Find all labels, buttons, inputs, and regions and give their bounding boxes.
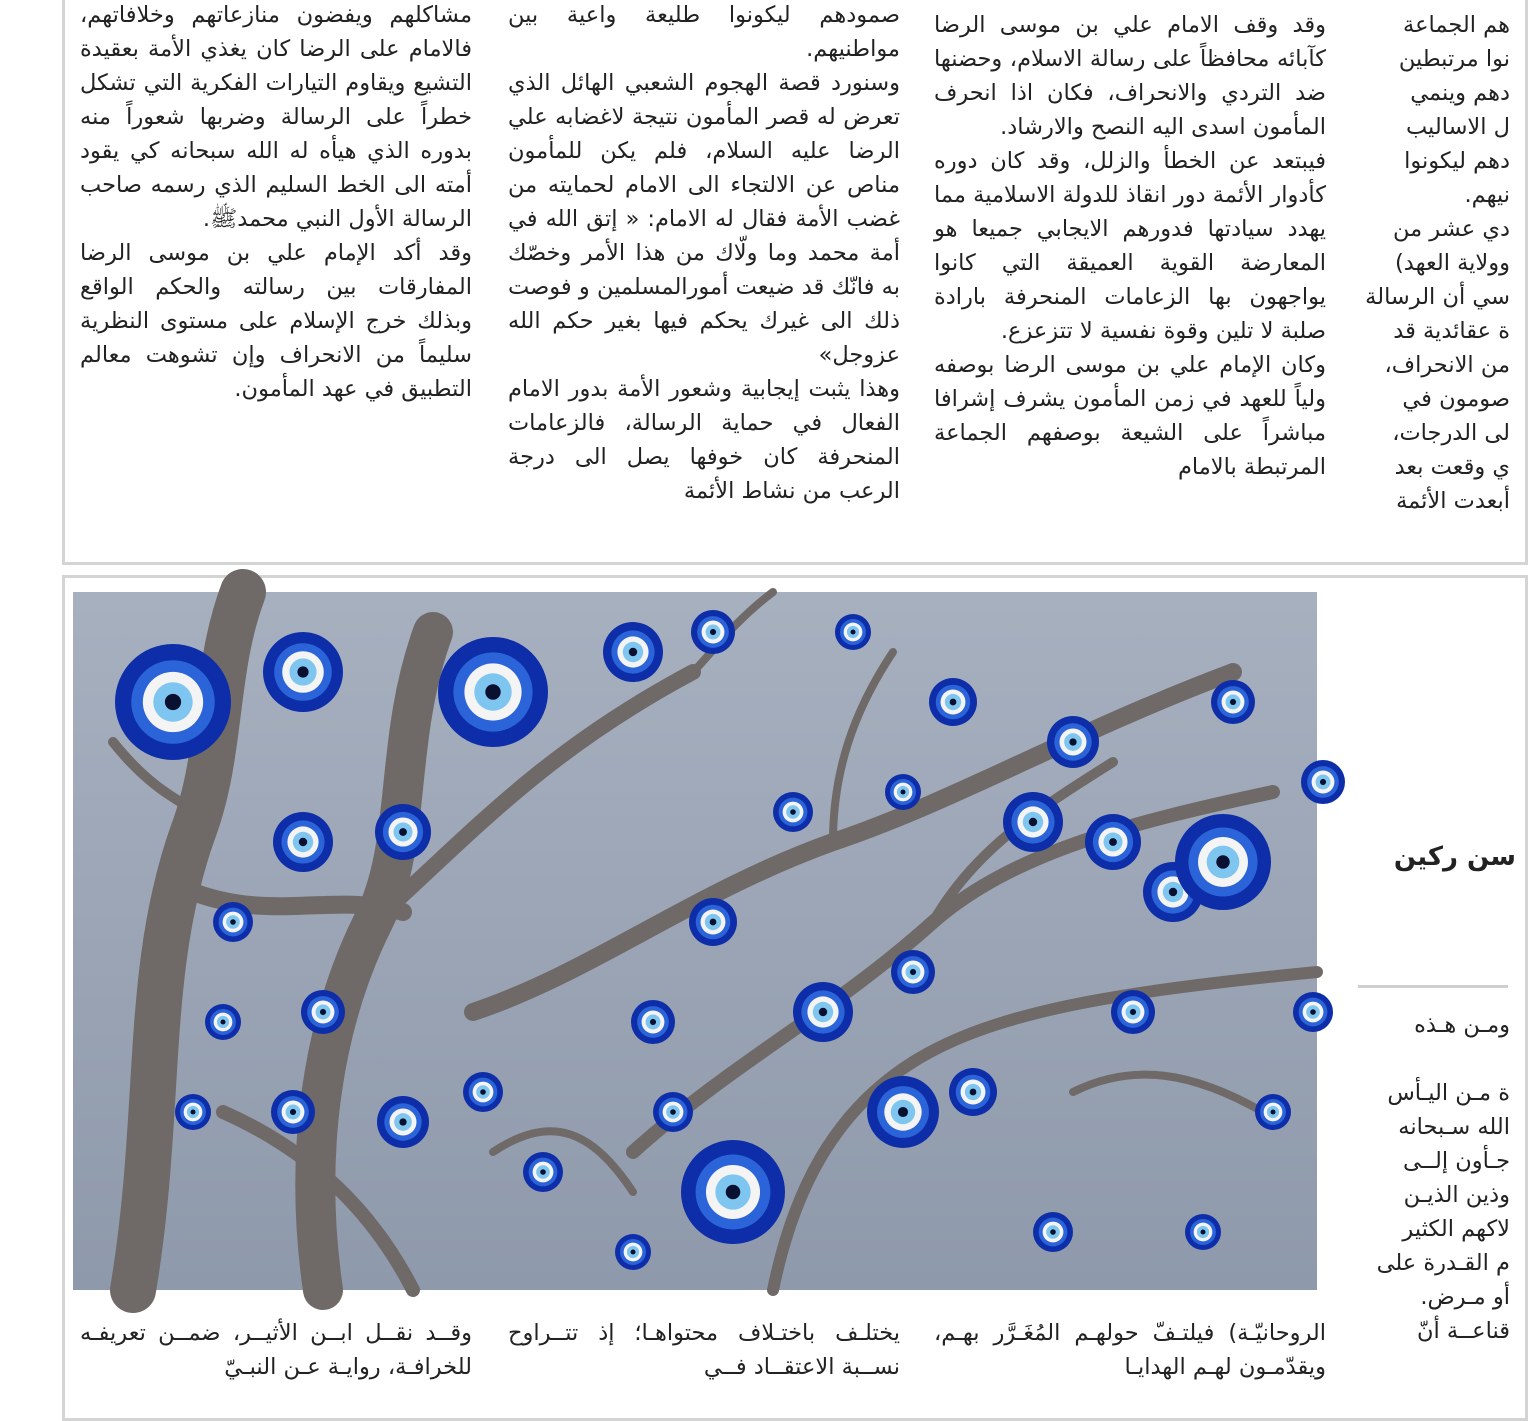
text-line: ل الاساليب [1405, 114, 1510, 140]
article-column-1 [80, 0, 472, 528]
bottom-article-column-1 [80, 1316, 472, 1394]
paragraph: وهذا يثبت إيجابية وشعور الأمة بدور الامام الفعال في حماية الرسالة، فالزعامات المنحرفة كان خوفها يصل الى درجة الرعب من نشاط الأئمة [508, 376, 900, 504]
evil-eye-bead [1185, 1214, 1221, 1250]
divider [1358, 985, 1508, 988]
paragraph: وسنورد قصة الهجوم الشعبي الهائل الذي تعرض له قصر المأمون نتيجة لاغضابه علي الرضا عليه السلام، فلم يكن للمأمون مناص عن الالتجاء الى الامام لحمايته من غضب الأمة فقال له الامام: « إتق الله في أمة محمد وما ولّاك من هذا الأمر وخصّك به فانّك قد ضيعت أمورالمسلمين و فوصت ذلك الى غيرك يحكم فيها بغير حكم الله عزوجل» [508, 70, 900, 368]
evil-eye-bead [949, 1068, 997, 1116]
text-line: وذين الذيـن [1403, 1182, 1510, 1208]
evil-eye-bead [689, 898, 737, 946]
text-line: دي عشر من [1392, 216, 1510, 242]
text-line: الله سـبحانه [1398, 1114, 1510, 1140]
paragraph: وقد وقف الامام علي بن موسى الرضا كآبائه محافظاً على رسالة الاسلام، وحضنها ضد التردي والانحراف، فكان اذا انحرف المأمون اسدى اليه النصح والارشاد. [934, 12, 1326, 140]
text-line: هم الجماعة [1403, 12, 1510, 38]
evil-eye-bead [681, 1140, 785, 1244]
bottom-article-column-2 [508, 1316, 900, 1394]
evil-eye-bead [867, 1076, 939, 1148]
paragraph: وقــد نقــل ابــن الأثيــر، ضمــن تعريفـه للخرافـة، روايـة عـن النبـيّ [80, 1320, 472, 1380]
article-column-2 [508, 0, 900, 558]
evil-eye-bead [1301, 760, 1345, 804]
text-line: وولاية العهد) [1395, 250, 1510, 276]
evil-eye-bead [375, 804, 431, 860]
evil-eye-bead [793, 982, 853, 1042]
article-column-3 [934, 8, 1326, 568]
evil-eye-bead [301, 990, 345, 1034]
text-line: من الانحراف، [1384, 352, 1510, 378]
evil-eye-bead [1047, 716, 1099, 768]
paragraph: الروحانيّـة) فيلتـفّ حولهـم المُغَـرَّر بهـم، ويقدّمـون لهـم الهدايـا [934, 1320, 1326, 1380]
evil-eye-bead [213, 902, 253, 942]
text-line: م القـدرة على [1376, 1250, 1510, 1276]
paragraph: صمودهم ليكونوا طليعة واعية بين مواطنيهم. [508, 2, 900, 62]
paragraph: فيبتعد عن الخطأ والزلل، وقد كان دوره كأدوار الأئمة دور انقاذ للدولة الاسلامية مما يهدد سيادتها فدورهم الايجابي جميعا هو المعارضة القوية العميقة التي كانوا يواجهون بها الزعامات المنحرفة بارادة صلبة لا تلين وقوة نفسية لا تتزعزع. [934, 148, 1326, 344]
evil-eye-bead [691, 610, 735, 654]
evil-eye-tree-photo [73, 592, 1317, 1290]
text-line: ومـن هـذه [1414, 1012, 1510, 1038]
bottom-article-column-3 [934, 1316, 1326, 1394]
evil-eye-bead [1085, 814, 1141, 870]
evil-eye-bead [273, 812, 333, 872]
text-line: سي أن الرسالة [1365, 284, 1510, 310]
text-line: ة مـن اليـأس [1387, 1080, 1510, 1106]
evil-eye-bead [1111, 990, 1155, 1034]
side-column-partial [1360, 1008, 1510, 1388]
evil-eye-bead [1293, 992, 1333, 1032]
evil-eye-bead [631, 1000, 675, 1044]
evil-eye-bead [603, 622, 663, 682]
text-line: دهم وينمي [1410, 80, 1510, 106]
evil-eye-bead [1255, 1094, 1291, 1130]
evil-eye-bead [377, 1096, 429, 1148]
evil-eye-bead [175, 1094, 211, 1130]
evil-eye-bead [205, 1004, 241, 1040]
text-line: دهم ليكونوا [1404, 148, 1510, 174]
evil-eye-bead [115, 644, 231, 760]
text-line: ة عقائدية قد [1393, 318, 1510, 344]
evil-eye-bead [835, 614, 871, 650]
evil-eye-bead [1033, 1212, 1073, 1252]
text-line: قناعــة أنّ [1417, 1318, 1510, 1344]
evil-eye-bead [891, 950, 935, 994]
text-line: نيهم. [1464, 182, 1510, 208]
evil-eye-bead [653, 1092, 693, 1132]
evil-eye-bead [773, 792, 813, 832]
evil-eye-bead [885, 774, 921, 810]
evil-eye-bead [1003, 792, 1063, 852]
text-line: لى الدرجات، [1392, 420, 1510, 446]
paragraph: وكان الإمام علي بن موسى الرضا بوصفه ولياً للعهد في زمن المأمون يشرف إشرافا مباشراً على الشيعة بوصفهم الجماعة المرتبطة بالامام [934, 352, 1326, 480]
author-name: سن ركين [1393, 842, 1516, 872]
paragraph: يختلـف باختـلاف محتواهـا؛ إذ تتــراوح نســبة الاعتقــاد فــي [508, 1320, 900, 1380]
text-line: أبعدت الأئمة [1396, 488, 1510, 514]
text-line: لاكهم الكثير [1402, 1216, 1510, 1242]
text-line: ي وقعت بعد [1394, 454, 1510, 480]
text-line: صومون في [1402, 386, 1510, 412]
evil-eye-bead [615, 1234, 651, 1270]
evil-eye-bead [271, 1090, 315, 1134]
text-line: نوا مرتبطين [1398, 46, 1510, 72]
evil-eye-bead [1175, 814, 1271, 910]
evil-eye-bead [463, 1072, 503, 1112]
evil-eye-bead [263, 632, 343, 712]
paragraph: مشاكلهم ويفضون منازعاتهم وخلافاتهم، فالامام على الرضا كان يغذي الأمة بعقيدة التشيع ويقاوم التيارات الفكرية التي تشكل خطراً على الرسالة وضربها شعوراً منه بدوره الذي هيأه له الله سبحانه كي يقود أمته الى الخط السليم الذي رسمه صاحب الرسالة الأول النبي محمدﷺ. [80, 2, 472, 232]
paragraph: وقد أكد الإمام علي بن موسى الرضا المفارقات بين رسالته والحكم الواقع وبذلك خرج الإسلام على مستوى النظرية سليماً من الانحراف وإن تشوهت معالم التطبيق في عهد المأمون. [80, 240, 472, 402]
evil-eye-bead [929, 678, 977, 726]
text-line: أو مـرض. [1420, 1284, 1510, 1310]
text-line: جـأون إلــى [1403, 1148, 1510, 1174]
evil-eye-bead [523, 1152, 563, 1192]
evil-eye-bead [438, 637, 548, 747]
text-line [1360, 1042, 1510, 1076]
article-column-4-partial [1360, 8, 1510, 528]
evil-eye-bead [1211, 680, 1255, 724]
